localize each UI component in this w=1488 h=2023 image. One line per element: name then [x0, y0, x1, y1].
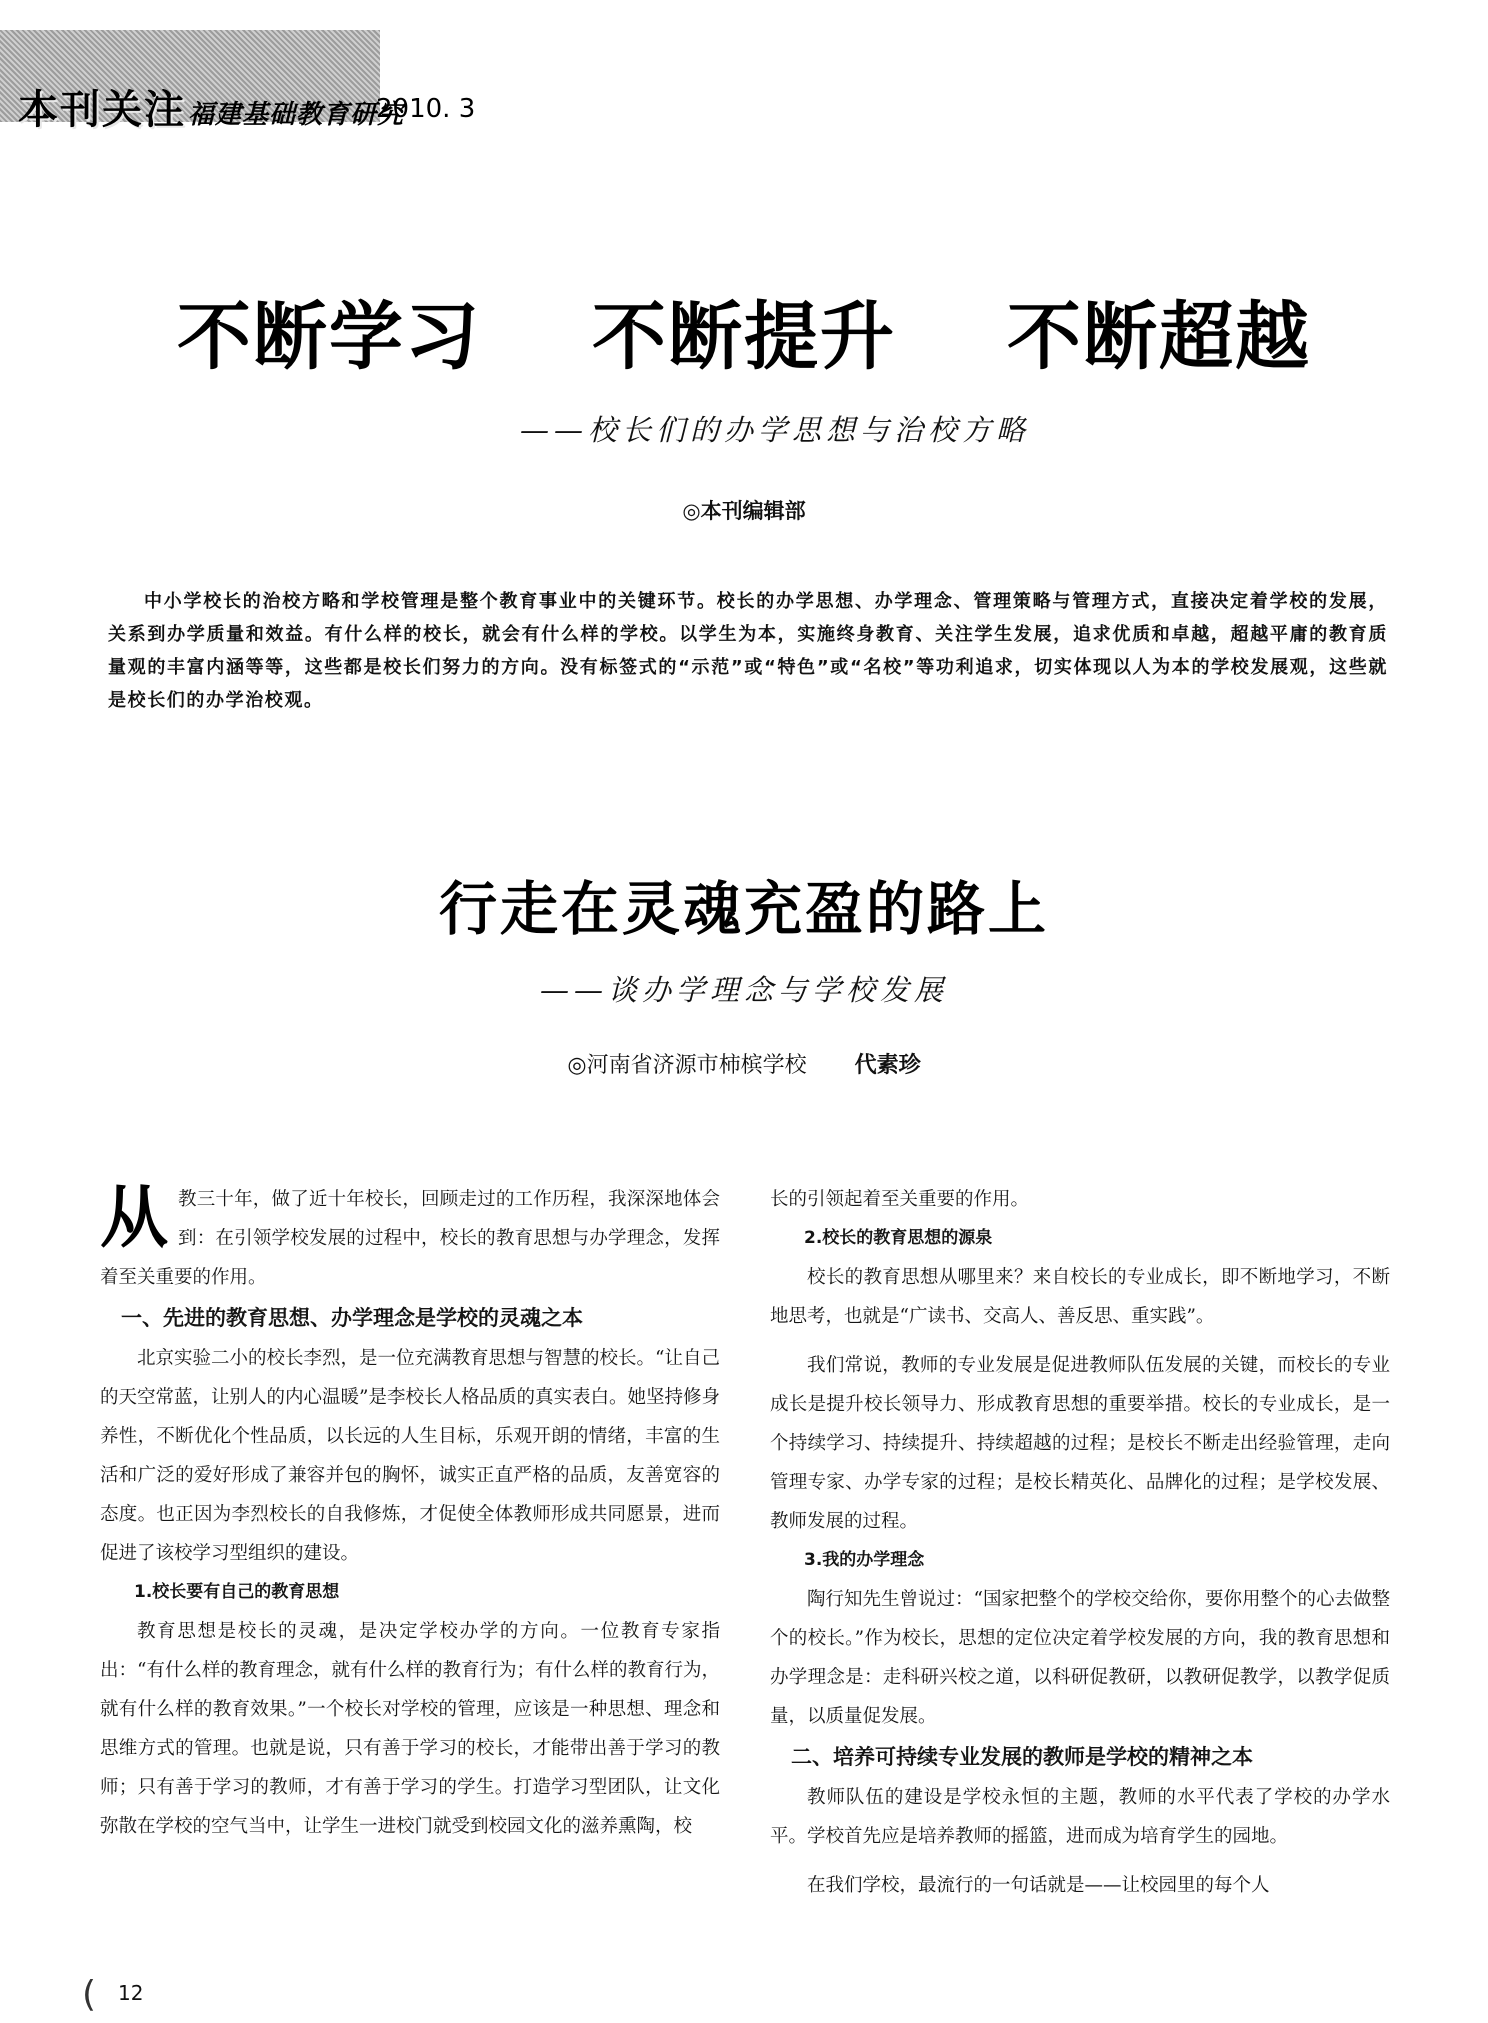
subsection-heading-1-3: 3.我的办学理念 — [804, 1550, 925, 1570]
drop-cap: 从 — [100, 1178, 169, 1258]
body-column-right — [770, 1180, 1390, 1940]
subsection-heading-1-1: 1.校长要有自己的教育思想 — [134, 1582, 340, 1602]
author-affiliation: ◎河南省济源市柿槟学校 — [567, 1053, 807, 1078]
body-paragraph: 我们常说，教师的专业发展是促进教师队伍发展的关键，而校长的专业成长是提升校长领导力、形成教育思想的重要举措。校长的专业成长，是一个持续学习、持续提升、持续超越的过程；是校长不断走出经验管理，走向管理专家、办学专家的过程；是校长精英化、品牌化的过程；是学校发展、教师发展的过程。 — [770, 1355, 1390, 1532]
subsection-heading-1-2: 2.校长的教育思想的源泉 — [804, 1228, 993, 1248]
section-tag: 本刊关注 — [18, 87, 186, 133]
editorial-title: 不断学习 不断提升 不断超越 — [176, 294, 1312, 380]
body-paragraph: 教师队伍的建设是学校永恒的主题，教师的水平代表了学校的办学水平。学校首先应是培养教师的摇篮，进而成为培育学生的园地。 — [770, 1787, 1390, 1847]
section-heading-1: 一、先进的教育思想、办学理念是学校的灵魂之本 — [121, 1306, 583, 1330]
opening-paragraph-text: 教三十年，做了近十年校长，回顾走过的工作历程，我深深地体会到：在引领学校发展的过程中，校长的教育思想与办学理念，发挥着至关重要的作用。 — [100, 1189, 720, 1288]
article-title: 行走在灵魂充盈的路上 — [438, 875, 1049, 943]
editorial-byline: ◎本刊编辑部 — [682, 499, 806, 523]
body-paragraph: 教育思想是校长的灵魂，是决定学校办学的方向。一位教育专家指出：“有什么样的教育理念，就有什么样的教育行为；有什么样的教育行为，就有什么样的教育效果。”一个校长对学校的管理，应该是一种思想、理念和思维方式的管理。也就是说，只有善于学习的校长，才能带出善于学习的教师；只有善于学习的教师，才有善于学习的学生。打造学习型团队，让文化弥散在学校的空气当中，让学生一进校门就受到校园文化的滋养熏陶，校 — [100, 1621, 720, 1837]
body-column-left — [100, 1180, 720, 1940]
article-subtitle: ——谈办学理念与学校发展 — [540, 973, 949, 1007]
editorial-intro: 中小学校长的治校方略和学校管理是整个教育事业中的关键环节。校长的办学思想、办学理念、管理策略与管理方式，直接决定着学校的发展，关系到办学质量和效益。有什么样的校长，就会有什么样的学校。以学生为本，实施终身教育、关注学生发展，追求优质和卓越，超越平庸的教育质量观的丰富内涵等等，这些都是校长们努力的方向。没有标签式的“示范”或“特色”或“名校”等功利追求，切实体现以人为本的学校发展观，这些就是校长们的办学治校观。 — [108, 591, 1388, 711]
editorial-subtitle: ——校长们的办学思想与治校方略 — [520, 413, 1031, 447]
opening-paragraph — [100, 1180, 720, 1297]
page-number: 12 — [118, 1981, 144, 2005]
journal-issue: 2010. 3 — [376, 94, 476, 124]
section-heading-2: 二、培养可持续专业发展的教师是学校的精神之本 — [791, 1745, 1253, 1769]
body-paragraph: 校长的教育思想从哪里来？来自校长的专业成长，即不断地学习，不断地思考，也就是“广读书、交高人、善反思、重实践”。 — [770, 1267, 1390, 1327]
journal-name: 福建基础教育研究 — [188, 100, 405, 130]
body-paragraph: 在我们学校，最流行的一句话就是——让校园里的每个人 — [807, 1875, 1270, 1896]
author-line — [0, 1048, 1488, 1079]
continued-paragraph: 长的引领起着至关重要的作用。 — [770, 1189, 1030, 1210]
body-paragraph: 北京实验二小的校长李烈，是一位充满教育思想与智慧的校长。“让自己的天空常蓝，让别人的内心温暖”是李校长人格品质的真实表白。她坚持修身养性，不断优化个性品质，以长远的人生目标，乐观开朗的情绪，丰富的生活和广泛的爱好形成了兼容并包的胸怀，诚实正直严格的品质，友善宽容的态度。也正因为李烈校长的自我修炼，才促使全体教师形成共同愿景，进而促进了该校学习型组织的建设。 — [100, 1348, 720, 1564]
body-paragraph: 陶行知先生曾说过：“国家把整个的学校交给你，要你用整个的心去做整个的校长。”作为校长，思想的定位决定着学校发展的方向，我的教育思想和办学理念是：走科研兴校之道，以科研促教研，以教研促教学，以教学促质量，以质量促发展。 — [770, 1589, 1390, 1727]
page-bracket-ornament: ( — [82, 1974, 97, 2015]
author-name: 代素珍 — [854, 1053, 921, 1078]
